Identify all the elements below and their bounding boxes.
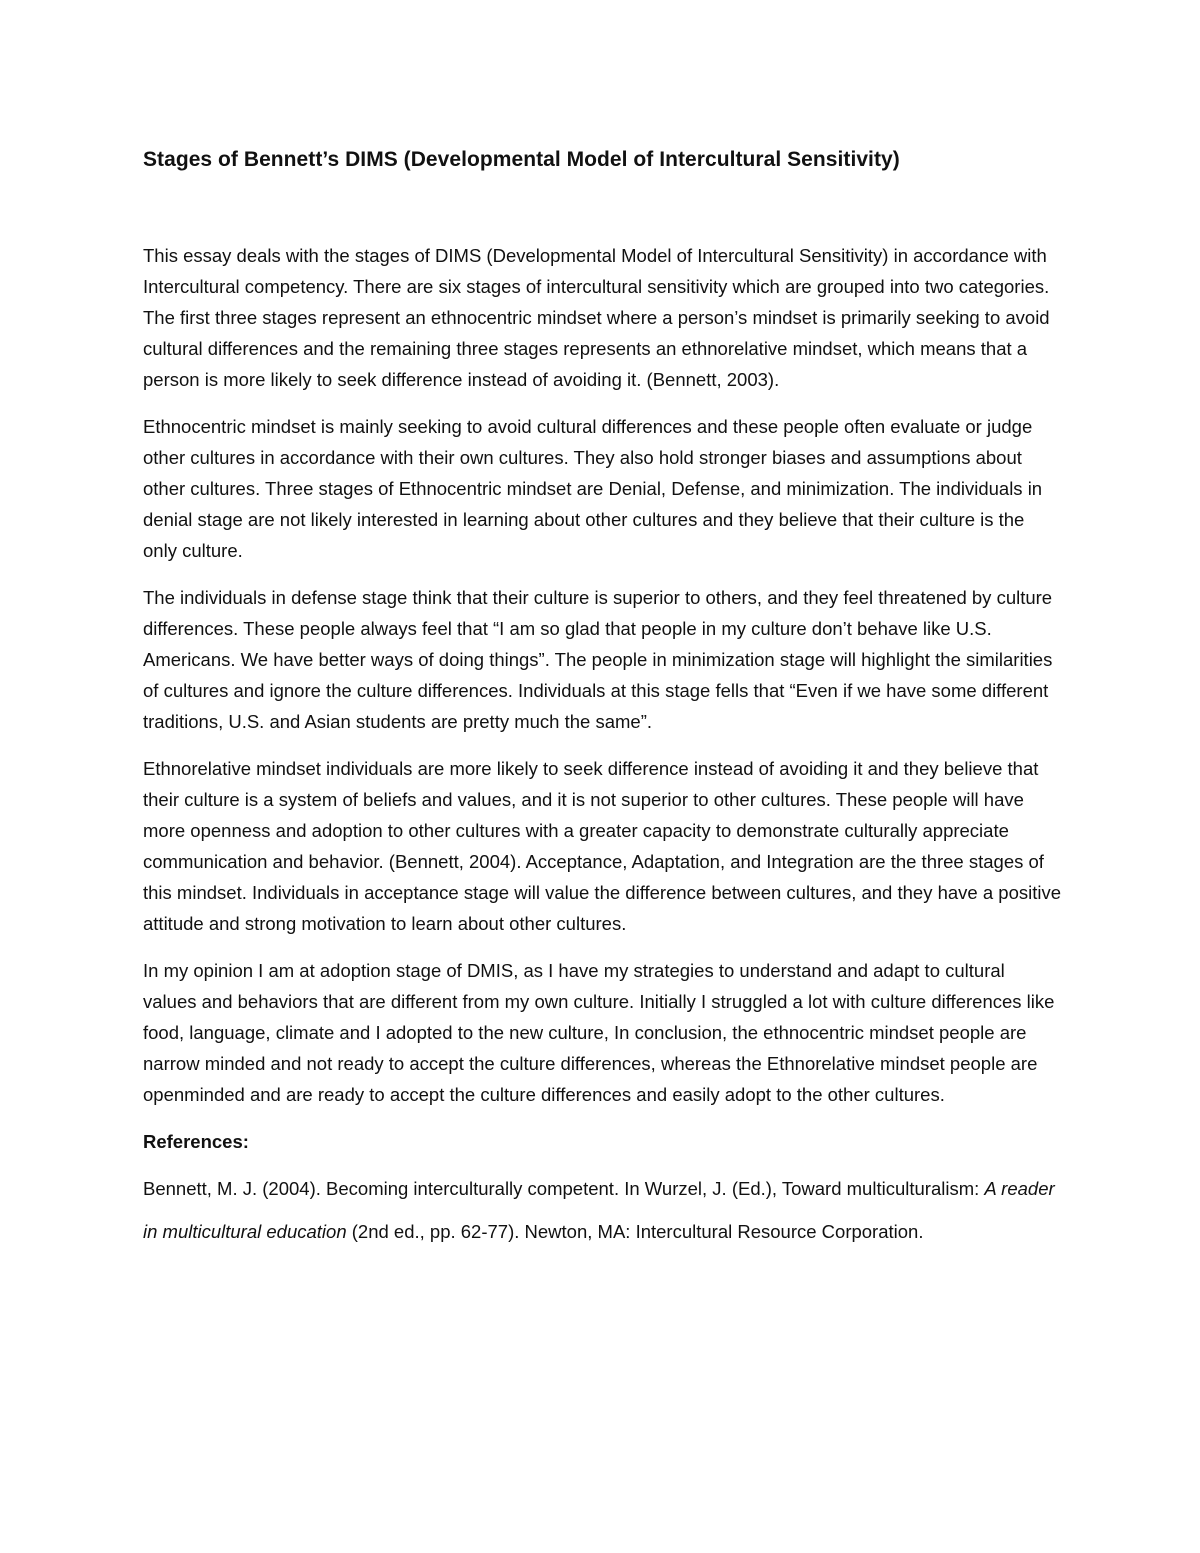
reference-entry [143,1167,1063,1253]
references-heading: References: [143,1131,249,1152]
reference-text-start: Bennett, M. J. (2004). Becoming interculturally competent. In Wurzel, J. (Ed.), Toward multiculturalism: [143,1178,985,1199]
paragraph-ethnorelative: Ethnorelative mindset individuals are more likely to seek difference instead of avoiding it and they believe that their culture is a system of beliefs and values, and it is not superior to other cultures. These people will have more openness and adoption to other cultures with a greater capacity to demonstrate culturally appreciate communication and behavior. (Bennett, 2004). Acceptance, Adaptation, and Integration are the three stages of this mindset. Individuals in acceptance stage will value the difference between cultures, and they have a positive attitude and strong motivation to learn about other cultures. [143,758,1062,934]
document-title: Stages of Bennett’s DIMS (Developmental Model of Intercultural Sensitivity) [143,148,900,171]
reference-text-end: (2nd ed., pp. 62-77). Newton, MA: Intercultural Resource Corporation. [346,1221,924,1242]
paragraph-ethnocentric: Ethnocentric mindset is mainly seeking to avoid cultural differences and these people often evaluate or judge other cultures in accordance with their own cultures. They also hold stronger biases and assumptions about other cultures. Three stages of Ethnocentric mindset are Denial, Defense, and minimization. The individuals in denial stage are not likely interested in learning about other cultures and they believe that their culture is the only culture. [143,416,1043,561]
document-body [143,240,1063,1253]
reference-book-title: A reader in multicultural education [143,1178,1055,1242]
paragraph-defense-minimization: The individuals in defense stage think that their culture is superior to others, and they feel threatened by culture differences. These people always feel that “I am so glad that people in my culture don’t behave like U.S. Americans. We have better ways of doing things”. The people in minimization stage will highlight the similarities of cultures and ignore the culture differences. Individuals at this stage fells that “Even if we have some different traditions, U.S. and Asian students are pretty much the same”. [143,587,1053,732]
paragraph-intro: This essay deals with the stages of DIMS (Developmental Model of Intercultural Sensitivity) in accordance with Intercultural competency. There are six stages of intercultural sensitivity which are grouped into two categories. The first three stages represent an ethnocentric mindset where a person’s mindset is primarily seeking to avoid cultural differences and the remaining three stages represents an ethnorelative mindset, which means that a person is more likely to seek difference instead of avoiding it. (Bennett, 2003). [143,245,1050,390]
paragraph-opinion-conclusion: In my opinion I am at adoption stage of DMIS, as I have my strategies to understand and adapt to cultural values and behaviors that are different from my own culture. Initially I struggled a lot with culture differences like food, language, climate and I adopted to the new culture, In conclusion, the ethnocentric mindset people are narrow minded and not ready to accept the culture differences, whereas the Ethnorelative mindset people are openminded and are ready to accept the culture differences and easily adopt to the other cultures. [143,960,1055,1105]
document-content [143,143,1063,1253]
